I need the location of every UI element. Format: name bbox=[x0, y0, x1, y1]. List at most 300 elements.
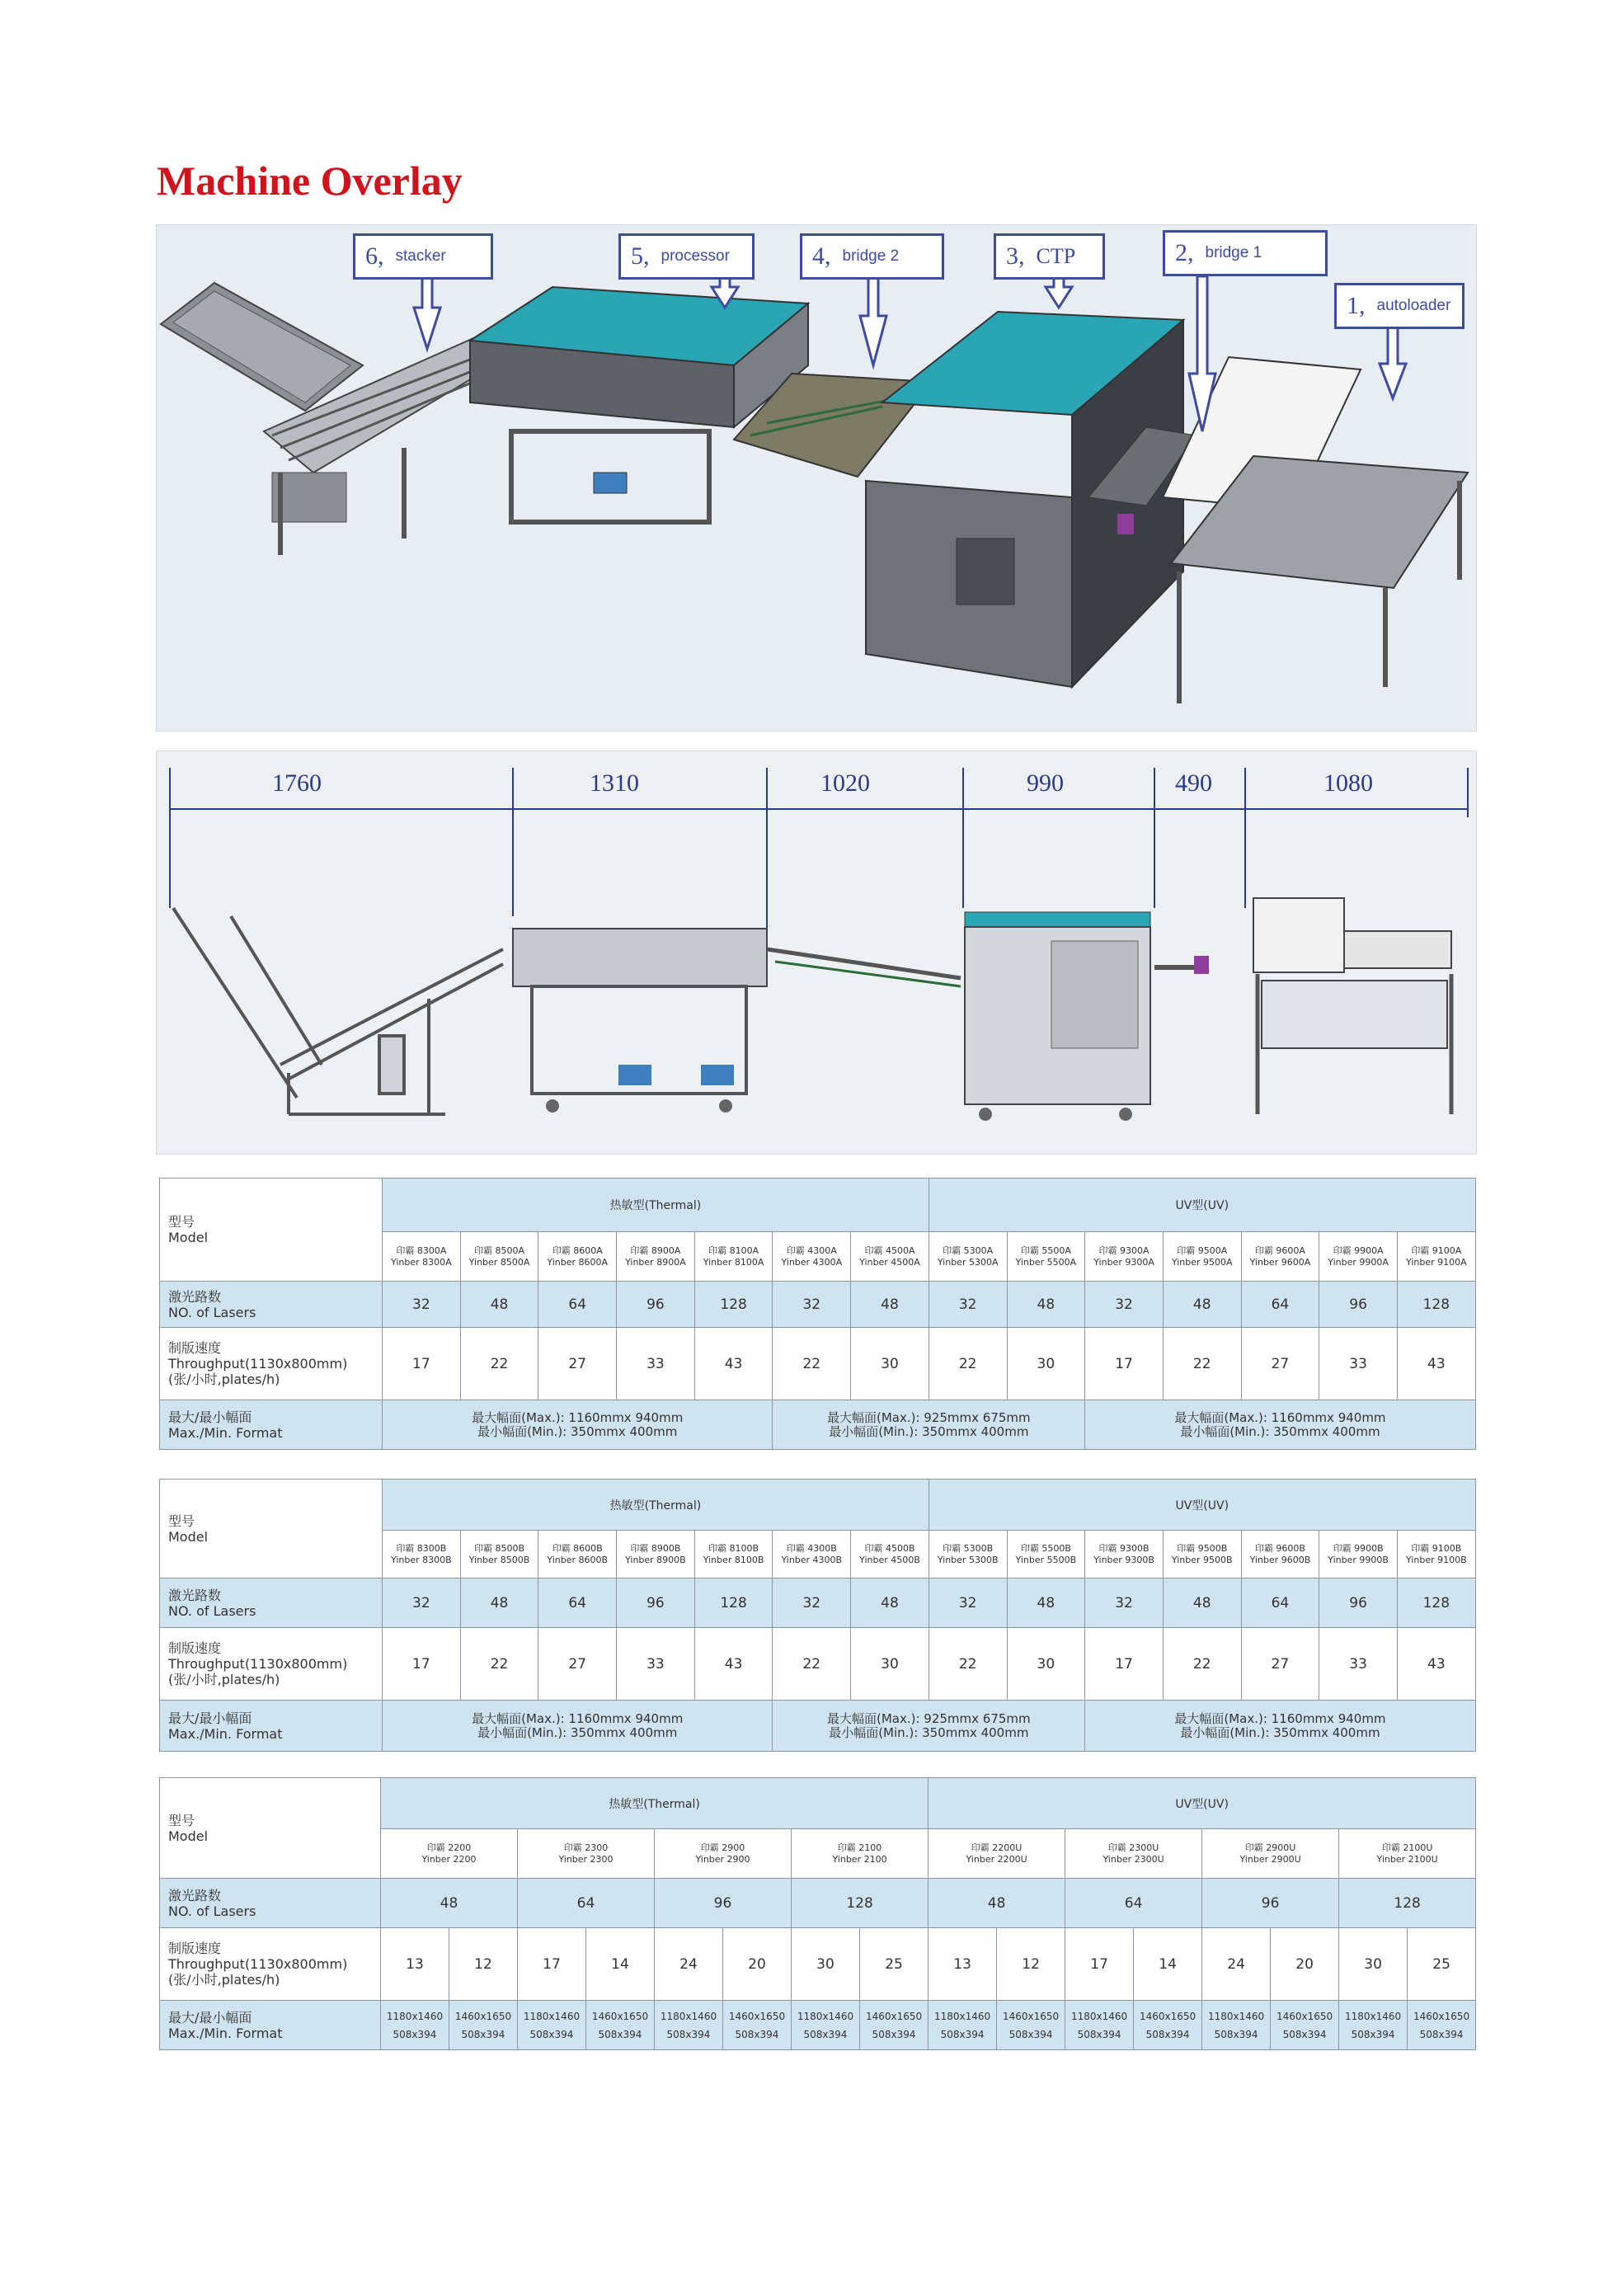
label-autoloader bbox=[1334, 283, 1465, 329]
dimension-processor: 1310 bbox=[590, 769, 639, 797]
format-max: 1180x1460 bbox=[660, 2010, 717, 2022]
model-cell bbox=[383, 1232, 461, 1282]
model-name-cn: 印霸 5300A bbox=[943, 1244, 994, 1256]
model-cell bbox=[1202, 1829, 1339, 1879]
spec-table-b-series bbox=[159, 1479, 1476, 1752]
format-min: 508x394 bbox=[1145, 2028, 1190, 2040]
row-label-en: NO. of Lasers bbox=[168, 1304, 256, 1320]
throughput-cell: 22 bbox=[1163, 1628, 1241, 1701]
lasers-cell: 128 bbox=[792, 1879, 929, 1928]
model-cell bbox=[1397, 1232, 1475, 1282]
model-name-en: Yinber 8100B bbox=[703, 1554, 764, 1565]
page-title: Machine Overlay bbox=[157, 158, 463, 204]
dimension-ctp: 990 bbox=[1027, 769, 1064, 797]
throughput-cell: 25 bbox=[1408, 1928, 1476, 2001]
format-min: 最小幅面(Min.): 350mmx 400mm bbox=[1180, 1724, 1380, 1740]
format-max: 最大幅面(Max.): 1160mmx 940mm bbox=[1174, 1409, 1386, 1425]
label-ctp bbox=[994, 233, 1105, 280]
table-throughput-row bbox=[160, 1328, 1476, 1400]
label-text: bridge 2 bbox=[842, 247, 900, 265]
model-name-cn: 印霸 2100U bbox=[1381, 1842, 1433, 1853]
lasers-cell: 32 bbox=[773, 1578, 851, 1628]
format-max: 1180x1460 bbox=[797, 2010, 854, 2022]
row-label-unit: (张/小时,plates/h) bbox=[168, 1371, 280, 1387]
model-name-cn: 印霸 5500A bbox=[1020, 1244, 1071, 1256]
model-name-cn: 印霸 8100B bbox=[708, 1542, 759, 1554]
machine-overlay-figure bbox=[156, 224, 1477, 732]
throughput-cell: 22 bbox=[460, 1628, 538, 1701]
row-label-en: Throughput(1130x800mm) bbox=[168, 1356, 348, 1371]
lasers-cell: 32 bbox=[929, 1282, 1007, 1328]
label-bridge-2 bbox=[800, 233, 944, 280]
dimension-autoloader: 1080 bbox=[1323, 769, 1373, 797]
format-cell bbox=[381, 2001, 449, 2050]
row-label-throughput bbox=[160, 1928, 381, 2001]
format-cell bbox=[1085, 1701, 1476, 1752]
format-min: 508x394 bbox=[735, 2028, 779, 2040]
group-thermal: 热敏型(Thermal) bbox=[383, 1179, 929, 1232]
lasers-cell: 64 bbox=[538, 1282, 617, 1328]
spec-table-a-series bbox=[159, 1178, 1476, 1450]
lasers-cell: 32 bbox=[1085, 1282, 1164, 1328]
table-lasers-row bbox=[160, 1879, 1476, 1928]
format-cell bbox=[518, 2001, 586, 2050]
lasers-cell: 128 bbox=[694, 1578, 773, 1628]
throughput-cell: 17 bbox=[1085, 1628, 1164, 1701]
label-processor bbox=[618, 233, 755, 280]
model-cell bbox=[694, 1531, 773, 1578]
model-name-en: Yinber 4500B bbox=[859, 1554, 920, 1565]
model-cell bbox=[460, 1531, 538, 1578]
table-lasers-row bbox=[160, 1282, 1476, 1328]
model-cell bbox=[518, 1829, 655, 1879]
model-name-en: Yinber 9100B bbox=[1405, 1554, 1467, 1565]
model-name-cn: 印霸 8900A bbox=[630, 1244, 681, 1256]
processor-illustration bbox=[470, 287, 808, 522]
format-max: 最大幅面(Max.): 1160mmx 940mm bbox=[472, 1409, 684, 1425]
format-cell bbox=[1202, 2001, 1271, 2050]
group-thermal: 热敏型(Thermal) bbox=[381, 1778, 929, 1829]
row-label-cn: 最大/最小幅面 bbox=[168, 1409, 252, 1425]
row-label-en: NO. of Lasers bbox=[168, 1602, 256, 1619]
model-name-en: Yinber 5300B bbox=[937, 1554, 999, 1565]
lasers-cell: 128 bbox=[1339, 1879, 1476, 1928]
label-text: processor bbox=[661, 247, 730, 265]
row-label-en: Throughput(1130x800mm) bbox=[168, 1956, 348, 1972]
model-cell bbox=[617, 1531, 695, 1578]
row-label-cn: 最大/最小幅面 bbox=[168, 2009, 252, 2025]
format-cell bbox=[449, 2001, 518, 2050]
format-cell bbox=[1271, 2001, 1339, 2050]
format-max: 1460x1650 bbox=[1002, 2010, 1060, 2022]
model-cell bbox=[1065, 1829, 1202, 1879]
row-label-en: Throughput(1130x800mm) bbox=[168, 1656, 348, 1672]
format-min: 508x394 bbox=[598, 2028, 642, 2040]
model-name-cn: 印霸 4300A bbox=[786, 1244, 837, 1256]
format-min: 508x394 bbox=[1419, 2028, 1464, 2040]
format-min: 最小幅面(Min.): 350mmx 400mm bbox=[477, 1423, 678, 1439]
throughput-cell: 43 bbox=[694, 1628, 773, 1701]
lasers-cell: 32 bbox=[929, 1578, 1007, 1628]
lasers-cell: 128 bbox=[694, 1282, 773, 1328]
row-label-en: Model bbox=[168, 1828, 209, 1844]
format-max: 1180x1460 bbox=[1070, 2010, 1128, 2022]
model-cell bbox=[792, 1829, 929, 1879]
row-label-en: Model bbox=[168, 1230, 209, 1245]
row-label-lasers bbox=[160, 1578, 383, 1628]
lasers-cell: 48 bbox=[851, 1578, 929, 1628]
lasers-cell: 96 bbox=[1319, 1282, 1398, 1328]
label-text: CTP bbox=[1036, 244, 1076, 268]
format-min: 最小幅面(Min.): 350mmx 400mm bbox=[477, 1724, 678, 1740]
bridge-2-side bbox=[767, 949, 961, 986]
format-cell bbox=[383, 1701, 773, 1752]
row-label-en: NO. of Lasers bbox=[168, 1903, 256, 1919]
throughput-cell: 22 bbox=[460, 1328, 538, 1400]
format-cell bbox=[1339, 2001, 1408, 2050]
throughput-cell: 27 bbox=[1241, 1328, 1319, 1400]
model-name-cn: 印霸 9600B bbox=[1254, 1542, 1305, 1554]
row-label-format bbox=[160, 1400, 383, 1450]
label-text: autoloader bbox=[1376, 297, 1451, 314]
model-name-en: Yinber 4300A bbox=[781, 1256, 843, 1268]
throughput-cell: 30 bbox=[792, 1928, 860, 2001]
format-min: 508x394 bbox=[1214, 2028, 1258, 2040]
throughput-cell: 17 bbox=[518, 1928, 586, 2001]
model-name-en: Yinber 8600B bbox=[547, 1554, 609, 1565]
model-name-cn: 印霸 8900B bbox=[630, 1542, 681, 1554]
row-label-unit: (张/小时,plates/h) bbox=[168, 1672, 280, 1687]
model-name-en: Yinber 8500B bbox=[468, 1554, 530, 1565]
format-min: 508x394 bbox=[1282, 2028, 1327, 2040]
format-max: 1460x1650 bbox=[865, 2010, 923, 2022]
throughput-cell: 20 bbox=[723, 1928, 792, 2001]
model-cell bbox=[929, 1829, 1065, 1879]
row-label-unit: (张/小时,plates/h) bbox=[168, 1972, 280, 1988]
lasers-cell: 32 bbox=[773, 1282, 851, 1328]
stacker-illustration bbox=[161, 283, 536, 555]
throughput-cell: 14 bbox=[586, 1928, 655, 2001]
format-max: 最大幅面(Max.): 925mmx 675mm bbox=[826, 1710, 1031, 1726]
model-cell bbox=[773, 1232, 851, 1282]
format-cell bbox=[1134, 2001, 1202, 2050]
model-cell bbox=[460, 1232, 538, 1282]
model-cell bbox=[1241, 1232, 1319, 1282]
model-name-cn: 印霸 8600B bbox=[552, 1542, 603, 1554]
lasers-cell: 64 bbox=[1241, 1578, 1319, 1628]
model-name-cn: 印霸 4300B bbox=[786, 1542, 837, 1554]
model-cell bbox=[1163, 1232, 1241, 1282]
row-label-lasers bbox=[160, 1879, 381, 1928]
row-label-en: Max./Min. Format bbox=[168, 1424, 283, 1441]
row-label-cn: 最大/最小幅面 bbox=[168, 1710, 252, 1726]
format-cell bbox=[1408, 2001, 1476, 2050]
format-max: 1460x1650 bbox=[454, 2010, 512, 2022]
label-bridge-1 bbox=[1163, 230, 1328, 276]
model-cell bbox=[1007, 1232, 1085, 1282]
format-min: 508x394 bbox=[393, 2028, 437, 2040]
model-name-cn: 印霸 5300B bbox=[943, 1542, 994, 1554]
throughput-cell: 24 bbox=[655, 1928, 723, 2001]
throughput-cell: 30 bbox=[851, 1328, 929, 1400]
throughput-cell: 13 bbox=[381, 1928, 449, 2001]
ctp-side bbox=[965, 912, 1150, 1121]
format-min: 508x394 bbox=[666, 2028, 711, 2040]
model-cell bbox=[773, 1531, 851, 1578]
label-text: stacker bbox=[395, 247, 446, 265]
lasers-cell: 32 bbox=[1085, 1578, 1164, 1628]
format-max: 1180x1460 bbox=[1207, 2010, 1265, 2022]
format-min: 508x394 bbox=[803, 2028, 848, 2040]
model-cell bbox=[1319, 1531, 1398, 1578]
model-cell bbox=[655, 1829, 792, 1879]
format-max: 1460x1650 bbox=[1276, 2010, 1333, 2022]
row-label-model bbox=[160, 1480, 383, 1578]
model-cell bbox=[1319, 1232, 1398, 1282]
throughput-cell: 13 bbox=[929, 1928, 997, 2001]
dimension-bridge-2: 1020 bbox=[820, 769, 870, 797]
format-cell bbox=[997, 2001, 1065, 2050]
row-label-cn: 激光路数 bbox=[168, 1587, 222, 1603]
label-number: 2, bbox=[1175, 239, 1194, 266]
format-cell bbox=[929, 2001, 997, 2050]
model-cell bbox=[617, 1232, 695, 1282]
table-throughput-row bbox=[160, 1628, 1476, 1701]
lasers-cell: 64 bbox=[1065, 1879, 1202, 1928]
format-cell bbox=[723, 2001, 792, 2050]
throughput-cell: 20 bbox=[1271, 1928, 1339, 2001]
format-min: 508x394 bbox=[1008, 2028, 1053, 2040]
processor-side bbox=[513, 929, 767, 1113]
label-stacker bbox=[353, 233, 493, 280]
model-name-cn: 印霸 4500A bbox=[864, 1244, 915, 1256]
throughput-cell: 17 bbox=[383, 1328, 461, 1400]
model-name-en: Yinber 8100A bbox=[703, 1256, 764, 1268]
row-label-cn: 制版速度 bbox=[168, 1640, 222, 1656]
model-name-cn: 印霸 2300 bbox=[563, 1842, 609, 1853]
lasers-cell: 48 bbox=[929, 1879, 1065, 1928]
throughput-cell: 17 bbox=[383, 1628, 461, 1701]
model-name-en: Yinber 2900U bbox=[1239, 1853, 1301, 1865]
throughput-cell: 33 bbox=[1319, 1628, 1398, 1701]
model-cell bbox=[851, 1232, 929, 1282]
label-text: bridge 1 bbox=[1205, 244, 1262, 261]
format-min: 508x394 bbox=[529, 2028, 574, 2040]
model-name-en: Yinber 9600A bbox=[1249, 1256, 1311, 1268]
throughput-cell: 17 bbox=[1085, 1328, 1164, 1400]
table-format-row bbox=[160, 2001, 1476, 2050]
throughput-cell: 17 bbox=[1065, 1928, 1134, 2001]
throughput-cell: 22 bbox=[929, 1328, 1007, 1400]
model-name-cn: 印霸 2200 bbox=[426, 1842, 472, 1853]
table-format-row bbox=[160, 1701, 1476, 1752]
lasers-cell: 32 bbox=[383, 1282, 461, 1328]
model-name-en: Yinber 4500A bbox=[859, 1256, 920, 1268]
throughput-cell: 27 bbox=[538, 1328, 617, 1400]
model-cell bbox=[851, 1531, 929, 1578]
throughput-cell: 22 bbox=[929, 1628, 1007, 1701]
model-cell bbox=[538, 1232, 617, 1282]
format-min: 508x394 bbox=[872, 2028, 916, 2040]
row-label-en: Model bbox=[168, 1528, 209, 1545]
format-max: 1180x1460 bbox=[523, 2010, 581, 2022]
group-uv: UV型(UV) bbox=[929, 1480, 1475, 1531]
group-uv: UV型(UV) bbox=[929, 1778, 1476, 1829]
model-name-en: Yinber 5500A bbox=[1015, 1256, 1077, 1268]
lasers-cell: 128 bbox=[1397, 1578, 1475, 1628]
side-view-illustration bbox=[157, 751, 1477, 1155]
model-cell bbox=[1085, 1232, 1164, 1282]
format-max: 1460x1650 bbox=[1413, 2010, 1470, 2022]
lasers-cell: 128 bbox=[1397, 1282, 1475, 1328]
lasers-cell: 48 bbox=[381, 1879, 518, 1928]
format-min: 508x394 bbox=[940, 2028, 985, 2040]
throughput-cell: 33 bbox=[1319, 1328, 1398, 1400]
model-name-cn: 印霸 4500B bbox=[864, 1542, 915, 1554]
label-number: 4, bbox=[812, 242, 831, 270]
format-max: 1460x1650 bbox=[1139, 2010, 1197, 2022]
model-cell bbox=[1007, 1531, 1085, 1578]
label-number: 6, bbox=[365, 242, 384, 270]
format-min: 508x394 bbox=[461, 2028, 505, 2040]
model-name-en: Yinber 9300B bbox=[1093, 1554, 1154, 1565]
format-min: 508x394 bbox=[1351, 2028, 1395, 2040]
model-cell bbox=[538, 1531, 617, 1578]
model-name-en: Yinber 8300B bbox=[391, 1554, 452, 1565]
model-name-cn: 印霸 9900A bbox=[1333, 1244, 1384, 1256]
format-cell bbox=[586, 2001, 655, 2050]
throughput-cell: 22 bbox=[1163, 1328, 1241, 1400]
format-max: 最大幅面(Max.): 1160mmx 940mm bbox=[1174, 1710, 1386, 1726]
row-label-model bbox=[160, 1179, 383, 1282]
model-name-en: Yinber 8500A bbox=[468, 1256, 530, 1268]
table-format-row bbox=[160, 1400, 1476, 1450]
lasers-cell: 64 bbox=[1241, 1282, 1319, 1328]
format-max: 1180x1460 bbox=[386, 2010, 444, 2022]
model-name-en: Yinber 2100 bbox=[832, 1853, 887, 1865]
model-cell bbox=[1397, 1531, 1475, 1578]
row-label-cn: 激光路数 bbox=[168, 1288, 222, 1305]
dimension-drawing bbox=[156, 750, 1477, 1155]
throughput-cell: 12 bbox=[449, 1928, 518, 2001]
model-cell bbox=[929, 1232, 1007, 1282]
row-label-cn: 制版速度 bbox=[168, 1340, 222, 1356]
table-header-row bbox=[160, 1179, 1476, 1232]
lasers-cell: 96 bbox=[617, 1282, 695, 1328]
model-name-en: Yinber 8300A bbox=[391, 1256, 452, 1268]
format-max: 1460x1650 bbox=[591, 2010, 649, 2022]
model-name-en: Yinber 9500A bbox=[1171, 1256, 1233, 1268]
format-max: 最大幅面(Max.): 925mmx 675mm bbox=[826, 1409, 1031, 1425]
format-min: 最小幅面(Min.): 350mmx 400mm bbox=[1180, 1423, 1380, 1439]
group-thermal: 热敏型(Thermal) bbox=[383, 1480, 929, 1531]
model-name-en: Yinber 9900A bbox=[1328, 1256, 1389, 1268]
table-header-row bbox=[160, 1778, 1476, 1829]
lasers-cell: 48 bbox=[1163, 1282, 1241, 1328]
model-name-en: Yinber 8900B bbox=[625, 1554, 686, 1565]
model-name-en: Yinber 2300 bbox=[558, 1853, 614, 1865]
throughput-cell: 33 bbox=[617, 1328, 695, 1400]
throughput-cell: 22 bbox=[773, 1628, 851, 1701]
model-name-en: Yinber 9900B bbox=[1328, 1554, 1389, 1565]
format-cell bbox=[1085, 1400, 1476, 1450]
model-name-en: Yinber 4300B bbox=[781, 1554, 843, 1565]
throughput-cell: 30 bbox=[1007, 1328, 1085, 1400]
throughput-cell: 30 bbox=[1007, 1628, 1085, 1701]
stacker-side bbox=[173, 908, 503, 1114]
model-name-en: Yinber 9300A bbox=[1093, 1256, 1154, 1268]
model-name-en: Yinber 5300A bbox=[937, 1256, 999, 1268]
model-name-en: Yinber 8900A bbox=[625, 1256, 686, 1268]
model-name-cn: 印霸 9500A bbox=[1177, 1244, 1228, 1256]
format-cell bbox=[860, 2001, 929, 2050]
format-max: 1460x1650 bbox=[728, 2010, 786, 2022]
throughput-cell: 43 bbox=[694, 1328, 773, 1400]
model-cell bbox=[1163, 1531, 1241, 1578]
machine-3d-illustration bbox=[157, 225, 1477, 732]
throughput-cell: 43 bbox=[1397, 1628, 1475, 1701]
format-cell bbox=[792, 2001, 860, 2050]
model-name-cn: 印霸 8500A bbox=[474, 1244, 525, 1256]
model-name-en: Yinber 9100A bbox=[1406, 1256, 1467, 1268]
lasers-cell: 96 bbox=[1202, 1879, 1339, 1928]
row-label-en: Max./Min. Format bbox=[168, 2025, 283, 2041]
row-label-format bbox=[160, 2001, 381, 2050]
model-name-cn: 印霸 8500B bbox=[474, 1542, 525, 1554]
model-name-en: Yinber 9600B bbox=[1249, 1554, 1311, 1565]
table-lasers-row bbox=[160, 1578, 1476, 1628]
model-cell bbox=[381, 1829, 518, 1879]
format-max: 1180x1460 bbox=[933, 2010, 991, 2022]
model-name-cn: 印霸 9500B bbox=[1177, 1542, 1228, 1554]
model-name-en: Yinber 9500B bbox=[1171, 1554, 1233, 1565]
row-label-cn: 型号 bbox=[168, 1214, 195, 1230]
label-number: 1, bbox=[1347, 292, 1366, 319]
lasers-cell: 48 bbox=[460, 1578, 538, 1628]
model-cell bbox=[694, 1232, 773, 1282]
group-uv: UV型(UV) bbox=[929, 1179, 1475, 1232]
lasers-cell: 64 bbox=[518, 1879, 655, 1928]
format-cell bbox=[655, 2001, 723, 2050]
model-name-cn: 印霸 9100A bbox=[1411, 1244, 1462, 1256]
format-cell bbox=[383, 1400, 773, 1450]
model-name-en: Yinber 2100U bbox=[1376, 1853, 1438, 1865]
model-name-cn: 印霸 9900B bbox=[1333, 1542, 1384, 1554]
row-label-cn: 制版速度 bbox=[168, 1941, 222, 1956]
model-name-en: Yinber 5500B bbox=[1015, 1554, 1077, 1565]
throughput-cell: 30 bbox=[1339, 1928, 1408, 2001]
model-name-cn: 印霸 2300U bbox=[1107, 1842, 1159, 1853]
lasers-cell: 64 bbox=[538, 1578, 617, 1628]
model-name-cn: 印霸 8300B bbox=[396, 1542, 447, 1554]
lasers-cell: 48 bbox=[851, 1282, 929, 1328]
lasers-cell: 96 bbox=[617, 1578, 695, 1628]
model-cell bbox=[1085, 1531, 1164, 1578]
format-min: 最小幅面(Min.): 350mmx 400mm bbox=[829, 1423, 1029, 1439]
row-label-cn: 激光路数 bbox=[168, 1887, 222, 1903]
label-number: 5, bbox=[631, 242, 650, 270]
table-header-row bbox=[160, 1480, 1476, 1531]
model-name-cn: 印霸 2200U bbox=[971, 1842, 1023, 1853]
format-max: 最大幅面(Max.): 1160mmx 940mm bbox=[472, 1710, 684, 1726]
model-name-cn: 印霸 2900U bbox=[1244, 1842, 1296, 1853]
throughput-cell: 30 bbox=[851, 1628, 929, 1701]
dimension-bridge-1: 490 bbox=[1175, 769, 1212, 797]
model-cell bbox=[1241, 1531, 1319, 1578]
label-number: 3, bbox=[1006, 242, 1025, 270]
format-min: 最小幅面(Min.): 350mmx 400mm bbox=[829, 1724, 1029, 1740]
lasers-cell: 96 bbox=[655, 1879, 792, 1928]
